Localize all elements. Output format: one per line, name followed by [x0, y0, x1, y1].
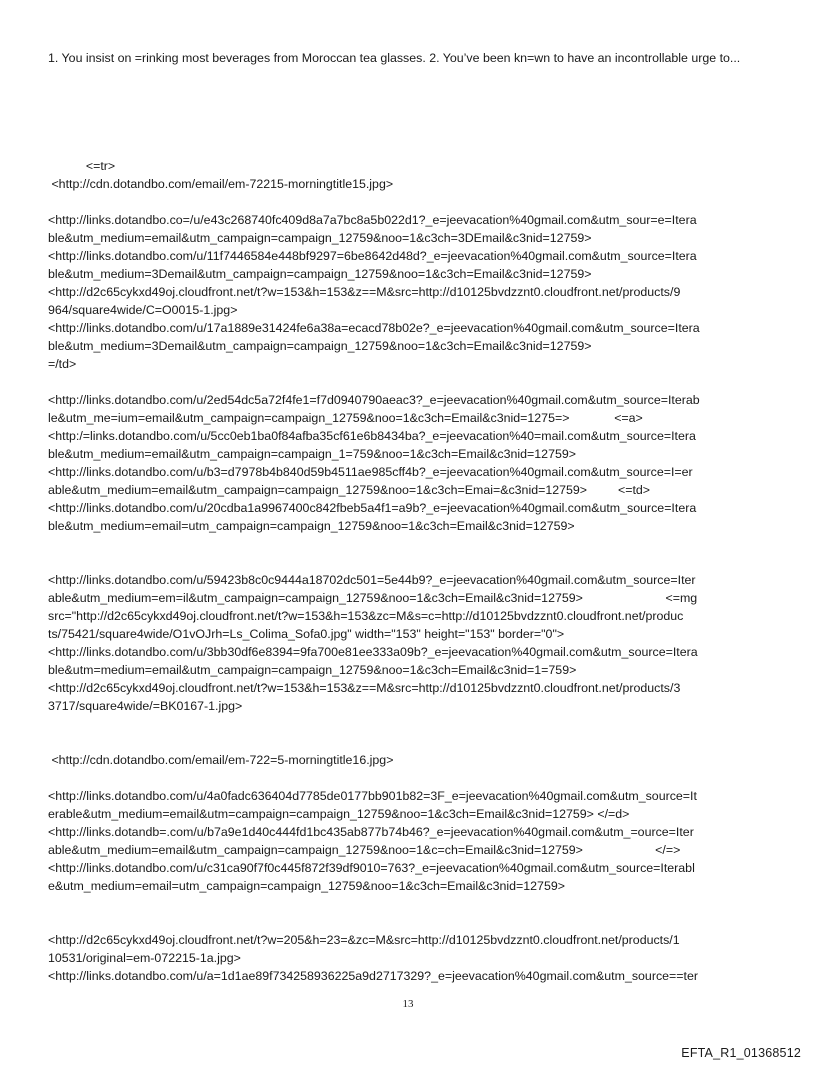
bates-stamp: EFTA_R1_01368512 — [681, 1046, 801, 1060]
text-line: ble&utm_medium=email&utm_campaign=campaign_12759&noo=1&c3ch=3DEmail&c3nid=12759> — [48, 231, 592, 245]
text-line: ble&utm_medium=email&utm_campaign=campaign_1=759&noo=1&c3ch=Email&c3nid=12759> — [48, 447, 576, 461]
text-line: <http://links.dotandbo.com/u/20cdba1a9967400c842fbeb5a4f1=a9b?_e=jeevacation%40gmail.com&utm_source=Itera — [48, 501, 697, 515]
text-line: able&utm_medium=email&utm_campaign=campaign_12759&noo=1&c3ch=Emai=&c3nid=12759> <=td> — [48, 483, 651, 497]
text-line: <http://links.dotandbo.com/u/59423b8c0c9444a18702dc501=5e44b9?_e=jeevacation%40gmail.com&utm_source=Iter — [48, 573, 696, 587]
text-line: ble&utm_medium=email=utm_campaign=campaign_12759&noo=1&c3ch=Email&c3nid=12759> — [48, 519, 575, 533]
text-line: <http://links.dotandbo.com/u/11f7446584e448bf9297=6be8642d48d?_e=jeevacation%40gmail.com&utm_source=Itera — [48, 249, 697, 263]
text-line: 3717/square4wide/=BK0167-1.jpg> — [48, 699, 243, 713]
text-line: able&utm_medium=email&utm_campaign=campaign_12759&noo=1&c=ch=Email&c3nid=12759> </=> — [48, 843, 681, 857]
text-line: <http://links.dotandbo.com/u/c31ca90f7f0c445f872f39df9010=763?_e=jeevacation%40gmail.com&utm_source=Iterabl — [48, 861, 695, 875]
text-line: <http://d2c65cykxd49oj.cloudfront.net/t?w=153&h=153&z==M&src=http://d10125bvdzznt0.cloudfront.net/products/9 — [48, 285, 681, 299]
text-line: 10531/original=em-072215-1a.jpg> — [48, 951, 241, 965]
text-line: <http://links.dotandb=.com/u/b7a9e1d40c444fd1bc435ab877b74b46?_e=jeevacation%40gmail.com&utm_=ource=Iter — [48, 825, 694, 839]
text-line: <http://links.dotandbo.com/u/a=1d1ae89f734258936225a9d2717329?_e=jeevacation%40gmail.com&utm_source==ter — [48, 969, 698, 983]
intro-paragraph: 1. You insist on =rinking most beverages from Moroccan tea glasses. 2. You’ve been kn=wn to have an incontrollable urge to... — [48, 51, 741, 65]
text-line: <http://links.dotandbo.com/u/2ed54dc5a72f4fe1=f7d0940790aeac3?_e=jeevacation%40gmail.com&utm_source=Iterab — [48, 393, 700, 407]
text-line: le&utm_me=ium=email&utm_campaign=campaign_12759&noo=1&c3ch=Email&c3nid=1275=> <=a> — [48, 411, 643, 425]
text-line: <http:/=links.dotandbo.com/u/5cc0eb1ba0f84afba35cf61e6b8434ba?_e=jeevacation%40=mail.com&utm_source=Itera — [48, 429, 696, 443]
text-line: <http://cdn.dotandbo.com/email/em-72215-morningtitle15.jpg> — [48, 177, 394, 191]
text-line: <http://d2c65cykxd49oj.cloudfront.net/t?w=205&h=23=&zc=M&src=http://d10125bvdzznt0.cloudfront.net/products/1 — [48, 933, 680, 947]
text-line: <http://links.dotandbo.com/u/4a0fadc636404d7785de0177bb901b82=3F_e=jeevacation%40gmail.com&utm_source=It — [48, 789, 697, 803]
text-line: <http://links.dotandbo.co=/u/e43c268740fc409d8a7a7bc8a5b022d1?_e=jeevacation%40gmail.com&utm_sour=e=Itera — [48, 213, 697, 227]
text-line: <http://cdn.dotandbo.com/email/em-722=5-morningtitle16.jpg> — [48, 753, 394, 767]
text-line: <http://d2c65cykxd49oj.cloudfront.net/t?w=153&h=153&z==M&src=http://d10125bvdzznt0.cloudfront.net/products/3 — [48, 681, 681, 695]
text-line: ble&utm_medium=3Demail&utm_campaign=campaign_12759&noo=1&c3ch=Email&c3nid=12759> — [48, 339, 592, 353]
text-line: ble&utm_medium=3Demail&utm_campaign=campaign_12759&noo=1&c3ch=Email&c3nid=12759> — [48, 267, 592, 281]
text-line: e&utm_medium=email=utm_campaign=campaign_12759&noo=1&c3ch=Email&c3nid=12759> — [48, 879, 565, 893]
text-line: ble&utm=medium=email&utm_campaign=campaign_12759&noo=1&c3ch=Email&c3nid=1=759> — [48, 663, 577, 677]
page-number: 13 — [402, 998, 414, 1010]
text-line: able&utm_medium=em=il&utm_campaign=campaign_12759&noo=1&c3ch=Email&c3nid=12759> <=mg — [48, 591, 698, 605]
text-line: ts/75421/square4wide/O1vOJrh=Ls_Colima_Sofa0.jpg" width="153" height="153" border="0"> — [48, 627, 565, 641]
text-line: src="http://d2c65cykxd49oj.cloudfront.net/t?w=153&h=153&zc=M&s=c=http://d10125bvdzznt0.cloudfront.net/produc — [48, 609, 684, 623]
text-line: =/td> — [48, 357, 77, 371]
text-line: <=tr> — [48, 159, 116, 173]
text-line: <http://links.dotandbo.com/u/3bb30df6e8394=9fa700e81ee333a09b?_e=jeevacation%40gmail.com&utm_source=Itera — [48, 645, 698, 659]
text-line: erable&utm_medium=email&utm=campaign=campaign_12759&noo=1&c3ch=Email&c3nid=12759> </=d> — [48, 807, 630, 821]
text-line: <http://links.dotandbo.com/u/b3=d7978b4b840d59b4511ae985cff4b?_e=jeevacation%40gmail.com&utm_source=I=er — [48, 465, 693, 479]
text-line: <http://links.dotandbo.com/u/17a1889e31424fe6a38a=ecacd78b02e?_e=jeevacation%40gmail.com&utm_source=Itera — [48, 321, 700, 335]
text-line: 964/square4wide/C=O0015-1.jpg> — [48, 303, 238, 317]
